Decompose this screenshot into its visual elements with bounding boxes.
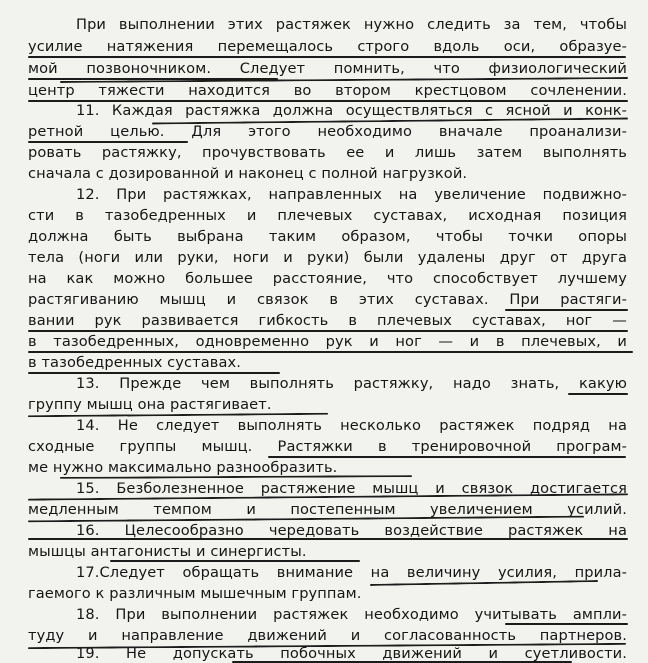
text-line: 18. При выполнении растяжек необходимо учитывать ампли- bbox=[76, 606, 627, 623]
pen-underline bbox=[505, 309, 628, 311]
text-line: 16. Целесообразно чередовать воздействие растяжек на bbox=[76, 522, 627, 539]
text-line: 17.Следует обращать внимание на величину усилия, прила- bbox=[76, 564, 627, 581]
pen-underline bbox=[110, 560, 360, 562]
text-line: группу мышц она растягивает. bbox=[28, 396, 272, 413]
pen-underline bbox=[28, 330, 628, 332]
text-line: туду и направление движений и согласованность партнеров. bbox=[28, 627, 627, 644]
text-line: в тазобедренных суставах. bbox=[28, 354, 242, 371]
pen-underline bbox=[268, 456, 626, 458]
pen-underline bbox=[28, 538, 628, 540]
text-line: растягиванию мышц и связок в этих суставах. При растяги- bbox=[28, 291, 627, 308]
pen-underline bbox=[568, 393, 628, 395]
text-line: сходные группы мышц. Растяжки в тренировочной програм- bbox=[28, 438, 627, 455]
text-line: мой позвоночником. Следует помнить, что физиологический bbox=[28, 60, 627, 77]
pen-underline bbox=[28, 56, 626, 58]
text-line: центр тяжести находится во втором крестцовом сочленении. bbox=[28, 82, 627, 99]
text-line: должна быть выбрана таким образом, чтобы точки опоры bbox=[28, 228, 627, 245]
text-line: 12. При растяжках, направленных на увеличение подвижно- bbox=[76, 186, 627, 203]
text-line: на как можно большее расстояние, что способствует лучшему bbox=[28, 270, 627, 287]
pen-underline bbox=[505, 623, 628, 625]
pen-underline bbox=[28, 100, 628, 102]
text-line: ме нужно максимально разнообразить. bbox=[28, 459, 338, 476]
text-line: сти в тазобедренных и плечевых суставах, исходная позиция bbox=[28, 207, 627, 224]
text-line: При выполнении этих растяжек нужно следить за тем, чтобы bbox=[76, 16, 627, 33]
text-line: в тазобедренных, одновременно рук и ног — и в плечевых, и bbox=[28, 333, 627, 350]
text-line: 14. Не следует выполнять несколько растяжек подряд на bbox=[76, 417, 627, 434]
text-line: гаемого к различным мышечным группам. bbox=[28, 585, 362, 602]
pen-underline bbox=[28, 351, 633, 353]
text-line: 15. Безболезненное растяжение мышц и связок достигается bbox=[76, 480, 627, 497]
text-line: сначала с дозированной и наконец с полной нагрузкой. bbox=[28, 165, 468, 182]
pen-underline bbox=[28, 372, 280, 374]
text-line: 13. Прежде чем выполнять растяжку, надо знать, какую bbox=[76, 375, 627, 392]
text-line: ретной целью. Для этого необходимо вначале проанализи- bbox=[28, 123, 627, 140]
text-line: ровать растяжку, прочувствовать ее и лишь затем выполнять bbox=[28, 144, 627, 161]
text-line: мышцы антагонисты и синергисты. bbox=[28, 543, 307, 560]
text-line: тела (ноги или руки, ноги и руки) были удалены друг от друга bbox=[28, 249, 627, 266]
pen-underline bbox=[28, 141, 188, 143]
text-line: усилие натяжения перемещалось строго вдоль оси, образуе- bbox=[28, 38, 627, 55]
text-line: медленным темпом и постепенным увеличением усилий. bbox=[28, 501, 627, 518]
text-line: 19. Не допускать побочных движений и суетливости. bbox=[76, 645, 627, 662]
text-line: 11. Каждая растяжка должна осуществляться с ясной и конк- bbox=[76, 102, 627, 119]
text-line: вании рук развивается гибкость в плечевых суставах, ног — bbox=[28, 312, 627, 329]
